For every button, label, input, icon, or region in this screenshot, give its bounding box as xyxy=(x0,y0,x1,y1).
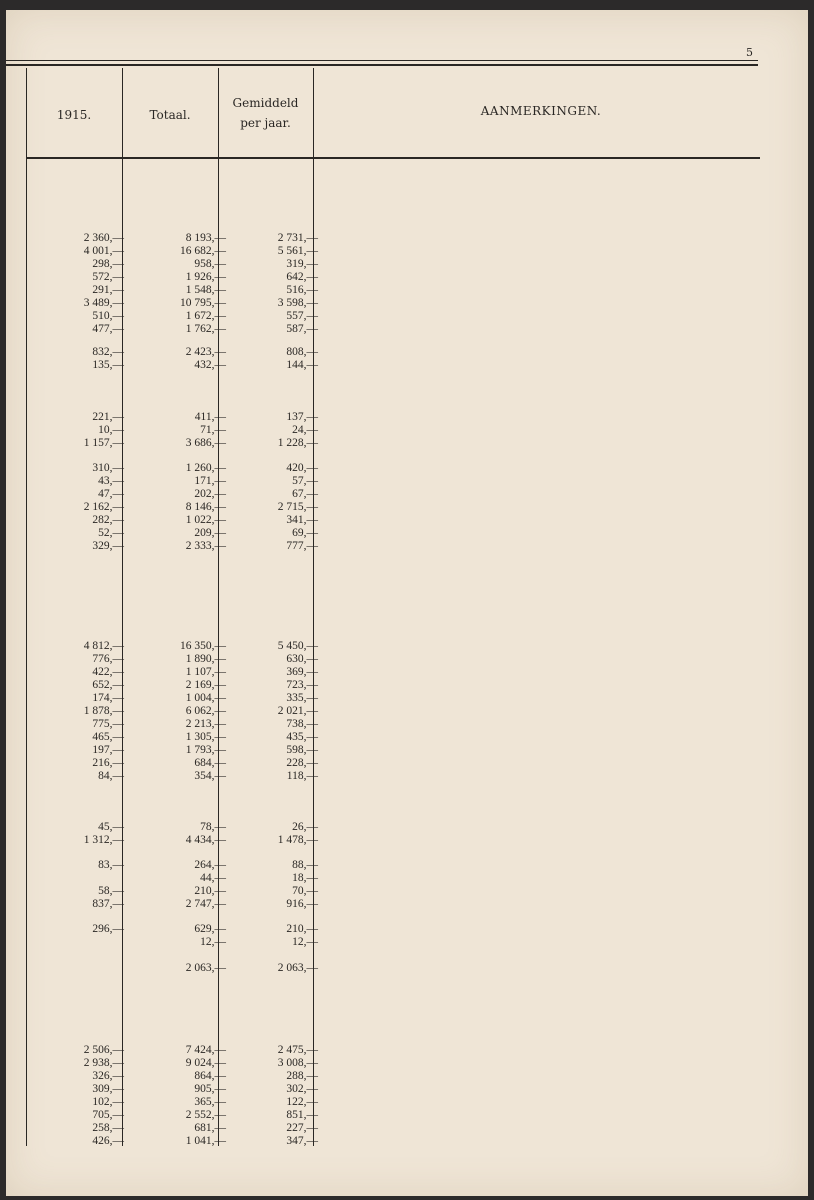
value-total: 905,— xyxy=(194,1083,226,1095)
value-total: 684,— xyxy=(194,757,226,769)
value-1915: 1 312,— xyxy=(83,834,124,846)
value-total: 2 552,— xyxy=(185,1109,226,1121)
value-total: 71,— xyxy=(200,424,226,436)
value-average: 851,— xyxy=(286,1109,318,1121)
value-1915: 776,— xyxy=(92,653,124,665)
value-average: 118,— xyxy=(286,770,318,782)
value-1915: 832,— xyxy=(92,346,124,358)
value-1915 xyxy=(26,872,124,884)
header-year: 1915. xyxy=(56,108,92,122)
value-total: 7 424,— xyxy=(185,1044,226,1056)
value-1915: 1 878,— xyxy=(83,705,124,717)
value-average: 228,— xyxy=(286,757,318,769)
value-average: 1 478,— xyxy=(277,834,318,846)
value-total: 1 004,— xyxy=(185,692,226,704)
header-average-line1: Gemiddeld xyxy=(232,96,299,110)
value-1915: 291,— xyxy=(92,284,124,296)
value-1915: 2 938,— xyxy=(83,1057,124,1069)
value-total: 210,— xyxy=(194,885,226,897)
value-total: 2 063,— xyxy=(185,962,226,974)
value-average: 69,— xyxy=(292,527,318,539)
value-average: 26,— xyxy=(292,821,318,833)
value-1915: 52,— xyxy=(98,527,124,539)
value-total: 354,— xyxy=(194,770,226,782)
value-1915: 45,— xyxy=(98,821,124,833)
value-total: 681,— xyxy=(194,1122,226,1134)
value-average: 335,— xyxy=(286,692,318,704)
value-total: 1 793,— xyxy=(185,744,226,756)
value-average: 227,— xyxy=(286,1122,318,1134)
value-1915: 572,— xyxy=(92,271,124,283)
value-total: 432,— xyxy=(194,359,226,371)
value-1915: 174,— xyxy=(92,692,124,704)
value-average: 2 063,— xyxy=(277,962,318,974)
value-total: 202,— xyxy=(194,488,226,500)
value-1915: 298,— xyxy=(92,258,124,270)
value-total: 1 926,— xyxy=(185,271,226,283)
value-1915: 2 360,— xyxy=(83,232,124,244)
value-average: 347,— xyxy=(286,1135,318,1147)
value-total: 2 213,— xyxy=(185,718,226,730)
value-average: 598,— xyxy=(286,744,318,756)
value-1915: 2 506,— xyxy=(83,1044,124,1056)
value-1915: 221,— xyxy=(92,411,124,423)
value-total: 1 260,— xyxy=(185,462,226,474)
value-total: 1 041,— xyxy=(185,1135,226,1147)
value-total: 864,— xyxy=(194,1070,226,1082)
value-1915: 58,— xyxy=(98,885,124,897)
value-1915: 47,— xyxy=(98,488,124,500)
value-1915: 326,— xyxy=(92,1070,124,1082)
value-total: 264,— xyxy=(194,859,226,871)
value-1915: 197,— xyxy=(92,744,124,756)
value-average: 18,— xyxy=(292,872,318,884)
value-average: 3 598,— xyxy=(277,297,318,309)
value-1915: 258,— xyxy=(92,1122,124,1134)
value-total: 365,— xyxy=(194,1096,226,1108)
value-average: 738,— xyxy=(286,718,318,730)
value-1915: 837,— xyxy=(92,898,124,910)
value-average: 808,— xyxy=(286,346,318,358)
value-total: 10 795,— xyxy=(180,297,226,309)
value-total: 16 350,— xyxy=(180,640,226,652)
value-total: 1 107,— xyxy=(185,666,226,678)
value-average: 2 021,— xyxy=(277,705,318,717)
column-divider xyxy=(313,68,314,1146)
value-average: 319,— xyxy=(286,258,318,270)
value-average: 144,— xyxy=(286,359,318,371)
value-total: 4 434,— xyxy=(185,834,226,846)
value-total: 12,— xyxy=(200,936,226,948)
value-average: 2 731,— xyxy=(277,232,318,244)
value-average: 587,— xyxy=(286,323,318,335)
value-total: 629,— xyxy=(194,923,226,935)
value-1915: 510,— xyxy=(92,310,124,322)
value-1915: 652,— xyxy=(92,679,124,691)
column-divider xyxy=(122,68,123,1146)
value-average: 642,— xyxy=(286,271,318,283)
value-average: 137,— xyxy=(286,411,318,423)
value-average: 630,— xyxy=(286,653,318,665)
value-total: 1 305,— xyxy=(185,731,226,743)
value-average: 516,— xyxy=(286,284,318,296)
value-average: 288,— xyxy=(286,1070,318,1082)
value-average: 341,— xyxy=(286,514,318,526)
value-total: 16 682,— xyxy=(180,245,226,257)
value-total: 44,— xyxy=(200,872,226,884)
header-average-line2: per jaar. xyxy=(240,116,291,130)
value-1915: 4 001,— xyxy=(83,245,124,257)
value-1915 xyxy=(26,936,124,948)
value-average: 777,— xyxy=(286,540,318,552)
value-total: 9 024,— xyxy=(185,1057,226,1069)
value-total: 958,— xyxy=(194,258,226,270)
value-total: 2 747,— xyxy=(185,898,226,910)
value-total: 6 062,— xyxy=(185,705,226,717)
value-total: 171,— xyxy=(194,475,226,487)
value-1915: 4 812,— xyxy=(83,640,124,652)
column-divider xyxy=(218,68,219,1146)
value-average: 24,— xyxy=(292,424,318,436)
value-total: 209,— xyxy=(194,527,226,539)
value-average: 2 715,— xyxy=(277,501,318,513)
value-1915: 2 162,— xyxy=(83,501,124,513)
value-1915: 296,— xyxy=(92,923,124,935)
value-1915: 43,— xyxy=(98,475,124,487)
value-average: 302,— xyxy=(286,1083,318,1095)
value-total: 1 022,— xyxy=(185,514,226,526)
value-average: 57,— xyxy=(292,475,318,487)
value-1915: 310,— xyxy=(92,462,124,474)
value-1915: 775,— xyxy=(92,718,124,730)
value-1915: 282,— xyxy=(92,514,124,526)
column-divider xyxy=(26,68,27,1146)
value-average: 557,— xyxy=(286,310,318,322)
value-total: 411,— xyxy=(194,411,226,423)
value-1915: 309,— xyxy=(92,1083,124,1095)
value-1915: 705,— xyxy=(92,1109,124,1121)
value-average: 70,— xyxy=(292,885,318,897)
value-average: 3 008,— xyxy=(277,1057,318,1069)
value-average: 122,— xyxy=(286,1096,318,1108)
value-average: 420,— xyxy=(286,462,318,474)
value-1915: 477,— xyxy=(92,323,124,335)
value-total: 1 890,— xyxy=(185,653,226,665)
header-remarks: AANMERKINGEN. xyxy=(480,104,602,118)
value-total: 1 762,— xyxy=(185,323,226,335)
value-1915: 216,— xyxy=(92,757,124,769)
value-1915: 84,— xyxy=(98,770,124,782)
value-1915: 10,— xyxy=(98,424,124,436)
header-bottom-rule xyxy=(26,157,760,159)
value-1915: 329,— xyxy=(92,540,124,552)
value-average: 435,— xyxy=(286,731,318,743)
value-total: 2 423,— xyxy=(185,346,226,358)
value-1915: 465,— xyxy=(92,731,124,743)
value-1915: 3 489,— xyxy=(83,297,124,309)
value-1915: 422,— xyxy=(92,666,124,678)
value-average: 916,— xyxy=(286,898,318,910)
value-average: 5 561,— xyxy=(277,245,318,257)
value-average: 67,— xyxy=(292,488,318,500)
value-1915: 135,— xyxy=(92,359,124,371)
value-average: 723,— xyxy=(286,679,318,691)
value-1915: 1 157,— xyxy=(83,437,124,449)
value-1915 xyxy=(26,962,124,974)
value-average: 1 228,— xyxy=(277,437,318,449)
value-average: 369,— xyxy=(286,666,318,678)
value-total: 8 193,— xyxy=(185,232,226,244)
value-average: 2 475,— xyxy=(277,1044,318,1056)
page-number: 5 xyxy=(746,46,753,59)
value-1915: 102,— xyxy=(92,1096,124,1108)
value-total: 1 548,— xyxy=(185,284,226,296)
value-total: 8 146,— xyxy=(185,501,226,513)
value-total: 3 686,— xyxy=(185,437,226,449)
document-page xyxy=(6,10,808,1196)
value-total: 2 333,— xyxy=(185,540,226,552)
top-rule xyxy=(6,60,758,61)
value-total: 2 169,— xyxy=(185,679,226,691)
value-total: 1 672,— xyxy=(185,310,226,322)
value-average: 210,— xyxy=(286,923,318,935)
top-rule-thick xyxy=(6,64,758,66)
value-total: 78,— xyxy=(200,821,226,833)
value-average: 5 450,— xyxy=(277,640,318,652)
value-average: 12,— xyxy=(292,936,318,948)
header-total: Totaal. xyxy=(149,108,191,122)
value-average: 88,— xyxy=(292,859,318,871)
value-1915: 426,— xyxy=(92,1135,124,1147)
value-1915: 83,— xyxy=(98,859,124,871)
